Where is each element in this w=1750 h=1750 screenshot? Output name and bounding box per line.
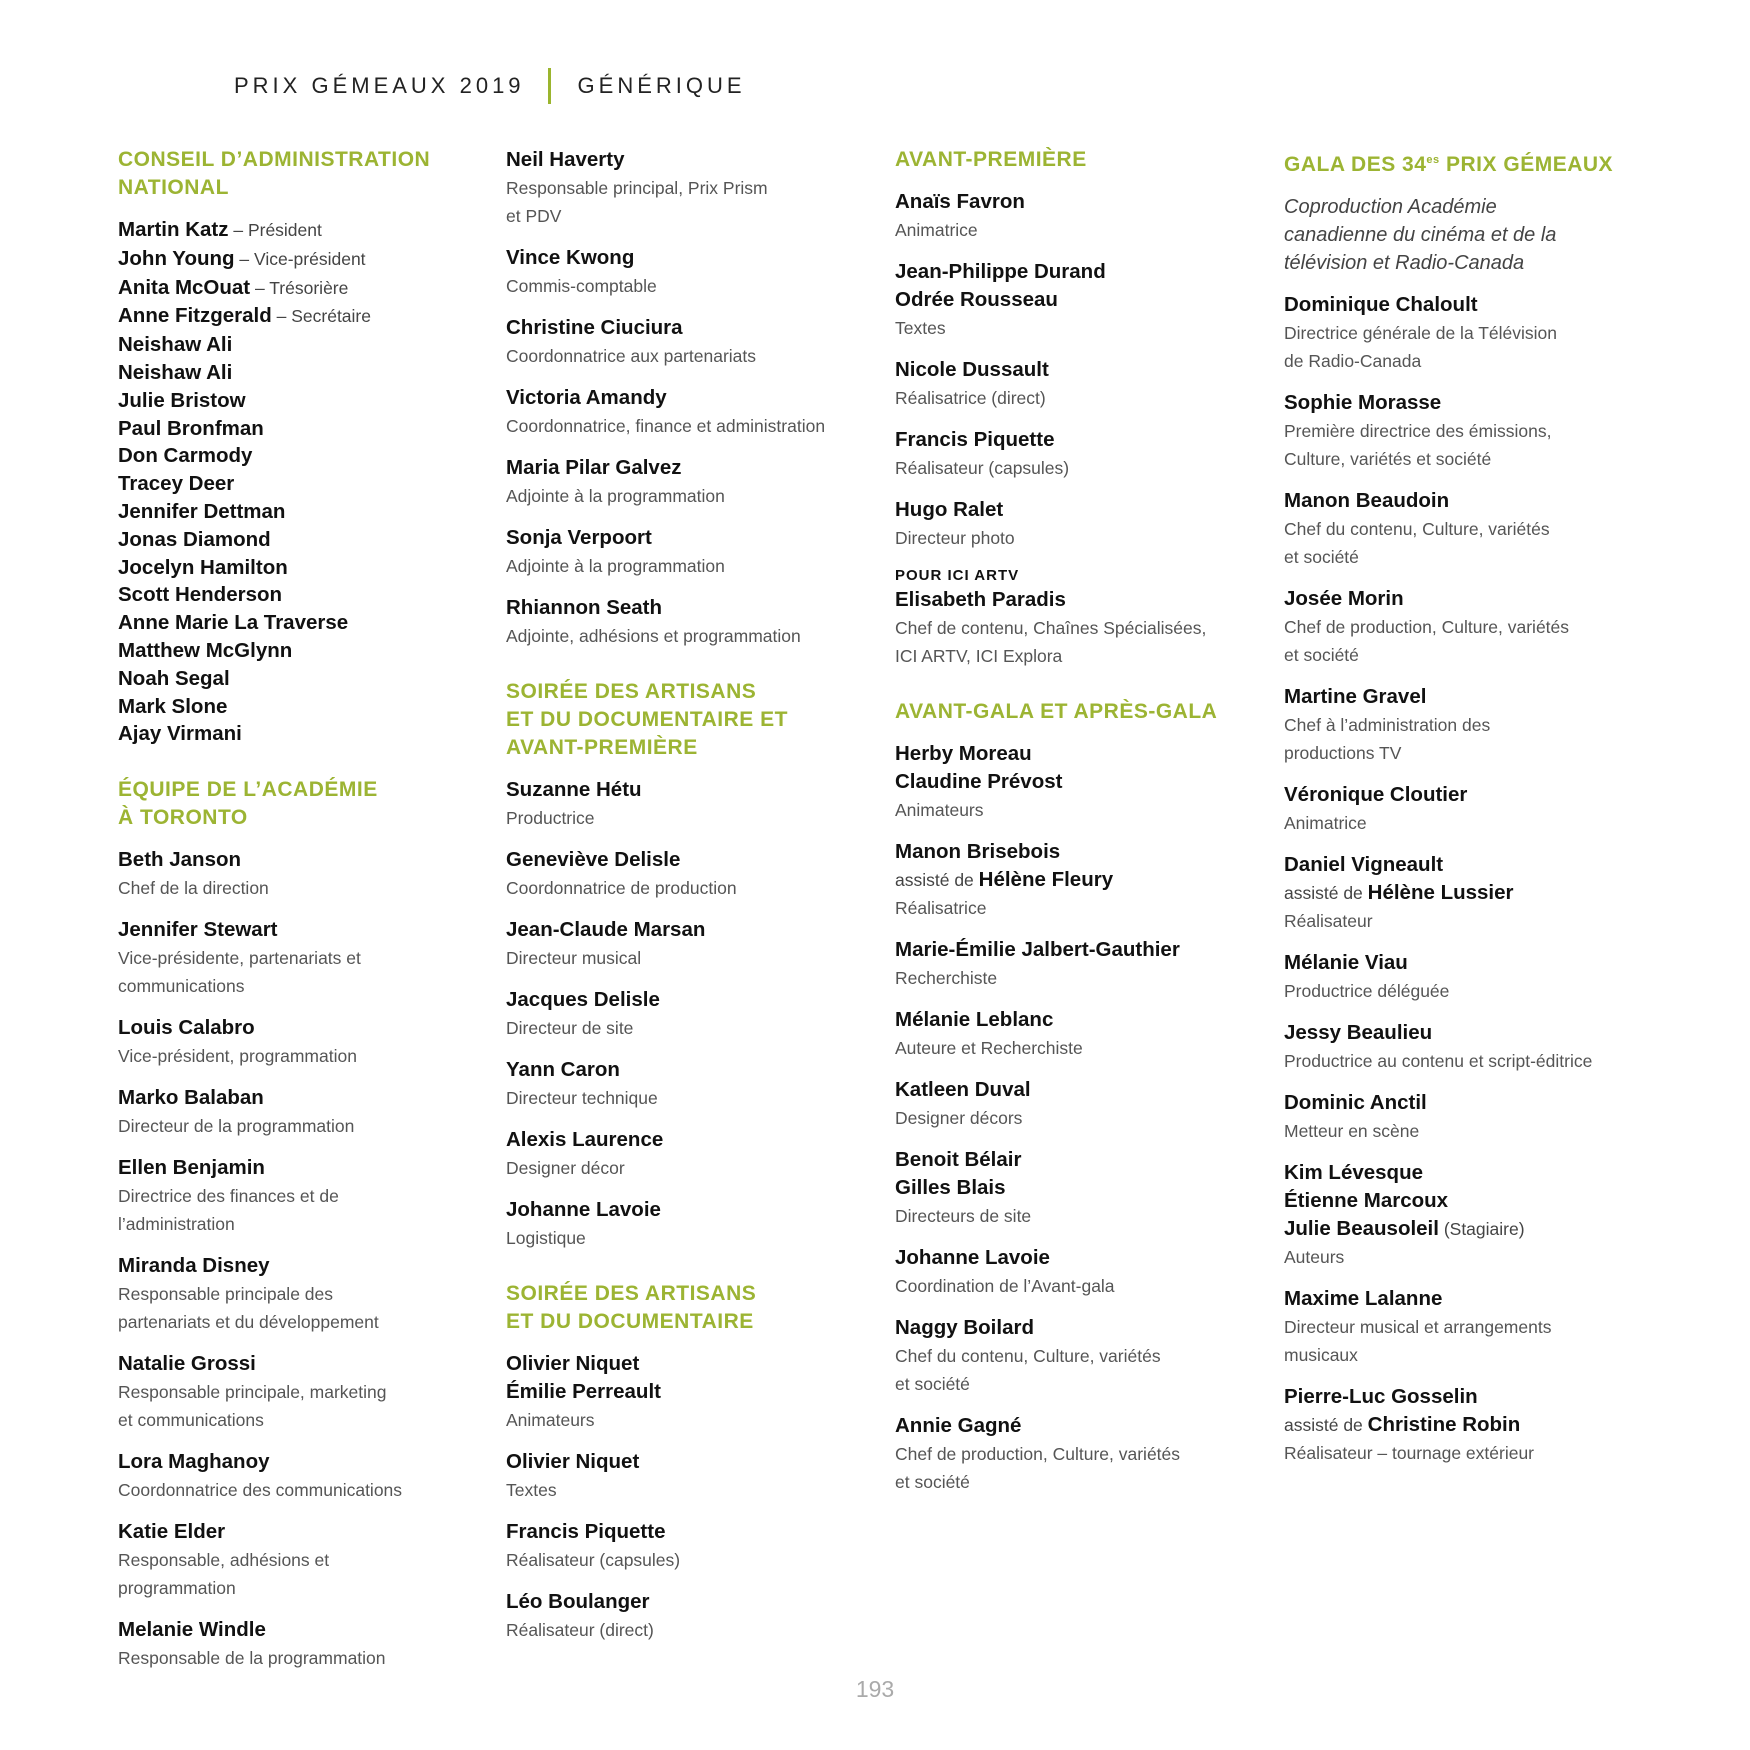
- credit-assist: assisté de Hélène Lussier: [1284, 881, 1514, 904]
- column-2: [506, 146, 876, 1658]
- credit-name: Johanne Lavoie: [895, 1246, 1050, 1269]
- credit-role: Responsable principale des: [118, 1284, 333, 1305]
- credit-role: Animateurs: [895, 800, 984, 820]
- credit-name: Manon Brisebois: [895, 840, 1061, 863]
- credit-entry: [895, 936, 1265, 992]
- credit-entry: [506, 776, 876, 832]
- credit-entry: [1284, 683, 1654, 767]
- credit-name: Tracey Deer: [118, 472, 235, 496]
- credit-entry: [1284, 291, 1654, 375]
- credit-name: Maria Pilar Galvez: [506, 456, 682, 479]
- credit-name: Don Carmody: [118, 444, 253, 468]
- credit-assist: assisté de Christine Robin: [1284, 1413, 1521, 1436]
- section-title-gala: GALA DES $34^{es}$ PRIX GÉMEAUX: [1284, 153, 1614, 176]
- credit-role: Coordonnatrice des communications: [118, 1480, 403, 1501]
- credit-role: Adjointe à la programmation: [506, 486, 725, 506]
- credit-name: Daniel Vigneault: [1284, 853, 1444, 876]
- credit-role: Réalisateur – tournage extérieur: [1284, 1443, 1535, 1463]
- credit-name: Katie Elder: [118, 1520, 226, 1544]
- credit-entry: [118, 1616, 488, 1672]
- credit-role: Recherchiste: [895, 968, 998, 988]
- credit-entry: [118, 1518, 488, 1602]
- credit-role: Vice-présidente, partenariats et: [118, 948, 361, 969]
- credit-role: Auteure et Recherchiste: [895, 1038, 1083, 1058]
- credit-entry: [1284, 1159, 1654, 1271]
- credit-name: Anne Fitzgerald – Secrétaire: [118, 304, 371, 328]
- credit-entry: [506, 1518, 876, 1574]
- credit-entry: [1284, 1019, 1654, 1075]
- credit-name: Anne Marie La Traverse: [118, 611, 349, 635]
- credit-name: Sophie Morasse: [1284, 391, 1442, 414]
- credit-entry: [895, 1006, 1265, 1062]
- credit-entry: [895, 1244, 1265, 1300]
- credit-role: Productrice déléguée: [1284, 981, 1450, 1001]
- credit-name: Matthew McGlynn: [118, 638, 293, 662]
- credit-name: Ellen Benjamin: [118, 1156, 265, 1180]
- credit-name: Francis Piquette: [506, 1520, 666, 1543]
- credit-entry: [118, 1084, 488, 1140]
- credit-name: Léo Boulanger: [506, 1590, 650, 1613]
- credit-entry: [1284, 1285, 1654, 1369]
- page-number: 193: [855, 1676, 895, 1702]
- credit-entry: [118, 1252, 488, 1336]
- credit-role: l’administration: [118, 1214, 235, 1235]
- credit-name: Christine Ciuciura: [506, 316, 683, 339]
- credit-entry: [1284, 949, 1654, 1005]
- credit-name: Pierre-Luc Gosselin: [1284, 1385, 1478, 1408]
- credit-name: Geneviève Delisle: [506, 848, 681, 871]
- credit-role: et société: [895, 1374, 970, 1394]
- credit-entry: [506, 594, 876, 650]
- credit-name: Victoria Amandy: [506, 386, 667, 409]
- credit-role: Auteurs: [1284, 1247, 1345, 1267]
- credit-role: Réalisatrice (direct): [895, 388, 1046, 408]
- credit-entry: [895, 566, 1265, 670]
- credit-name: Kim Lévesque: [1284, 1161, 1423, 1184]
- credit-entry: [895, 1146, 1265, 1230]
- section-title-soiree-avant-premiere: SOIRÉE DES ARTISANS ET DU DOCUMENTAIRE ET AVANT-PREMIÈRE: [506, 680, 788, 759]
- credit-name: Vince Kwong: [506, 246, 635, 269]
- section-title-soiree-documentaire: SOIRÉE DES ARTISANS ET DU DOCUMENTAIRE: [506, 1282, 757, 1333]
- credit-role: Directeur de site: [506, 1018, 634, 1038]
- credit-name: Claudine Prévost: [895, 770, 1063, 793]
- credit-name: Katleen Duval: [895, 1078, 1031, 1101]
- page-header: [234, 66, 746, 106]
- column-3: [895, 146, 1265, 1510]
- credit-role: Productrice: [506, 808, 595, 828]
- credit-name: Anaïs Favron: [895, 190, 1025, 213]
- credit-name: Mélanie Leblanc: [895, 1008, 1054, 1031]
- credit-name: Mélanie Viau: [1284, 951, 1408, 974]
- credit-entry: [118, 1448, 488, 1504]
- credit-name: Ajay Virmani: [118, 722, 242, 746]
- credit-name: Naggy Boilard: [895, 1316, 1034, 1339]
- credit-name: Olivier Niquet: [506, 1450, 640, 1473]
- credit-entry: [506, 1588, 876, 1644]
- credit-name: Dominique Chaloult: [1284, 293, 1478, 316]
- credit-role: Commis-comptable: [506, 276, 657, 296]
- credit-role: Chef de production, Culture, variétés: [1284, 617, 1570, 637]
- credit-name: Mark Slone: [118, 694, 228, 718]
- credit-name: Johanne Lavoie: [506, 1198, 661, 1221]
- credit-entry: [118, 846, 488, 902]
- section-title-equipe: ÉQUIPE DE L’ACADÉMIE À TORONTO: [118, 778, 378, 830]
- credit-name: Véronique Cloutier: [1284, 783, 1468, 806]
- credit-name: John Young – Vice-président: [118, 246, 366, 270]
- credit-name: Benoit Bélair: [895, 1148, 1022, 1171]
- credit-name: Noah Segal: [118, 666, 230, 690]
- credit-role: Adjointe, adhésions et programmation: [506, 626, 801, 646]
- credit-name: Lora Maghanoy: [118, 1450, 270, 1474]
- section-title-avant-gala: AVANT-GALA ET APRÈS-GALA: [895, 700, 1218, 723]
- credit-entry: [506, 1126, 876, 1182]
- credit-entry: [1284, 1089, 1654, 1145]
- credit-role: Réalisateur (capsules): [895, 458, 1070, 478]
- credit-entry: [118, 1014, 488, 1070]
- credit-entry: [1284, 487, 1654, 571]
- credit-name: Elisabeth Paradis: [895, 588, 1066, 611]
- credit-entry: [506, 384, 876, 440]
- credit-entry: [1284, 585, 1654, 669]
- credit-name: Dominic Anctil: [1284, 1091, 1427, 1114]
- credit-name: Herby Moreau: [895, 742, 1032, 765]
- credit-role: Chef à l’administration des: [1284, 715, 1491, 735]
- credit-name: Alexis Laurence: [506, 1128, 664, 1151]
- credit-entry: [506, 454, 876, 510]
- credit-name: Jessy Beaulieu: [1284, 1021, 1433, 1044]
- credit-role: Directrice des finances et de: [118, 1186, 339, 1207]
- credit-role: Metteur en scène: [1284, 1121, 1420, 1141]
- credit-role: Coordonnatrice, finance et administration: [506, 416, 826, 436]
- credit-role: Vice-président, programmation: [118, 1046, 357, 1067]
- credit-role: productions TV: [1284, 743, 1402, 763]
- credit-role: et société: [895, 1472, 970, 1492]
- credit-role: Logistique: [506, 1228, 586, 1248]
- credit-role: de Radio-Canada: [1284, 351, 1422, 371]
- credit-name: Josée Morin: [1284, 587, 1404, 610]
- credit-name: Odrée Rousseau: [895, 288, 1058, 311]
- credit-entry: [895, 1314, 1265, 1398]
- credit-role: Animateurs: [506, 1410, 595, 1430]
- credit-role: Directeur photo: [895, 528, 1015, 548]
- credit-name: Yann Caron: [506, 1058, 620, 1081]
- credit-role: Réalisateur (capsules): [506, 1550, 681, 1570]
- credit-entry: [506, 846, 876, 902]
- column-1: [118, 146, 488, 1686]
- credit-role: Responsable de la programmation: [118, 1648, 386, 1669]
- credit-role: Directeur de la programmation: [118, 1116, 355, 1137]
- credit-role: Directeur technique: [506, 1088, 658, 1108]
- credit-entry: [895, 838, 1265, 922]
- credit-role: Adjointe à la programmation: [506, 556, 725, 576]
- credit-name: Paul Bronfman: [118, 416, 264, 440]
- credit-entry: [506, 916, 876, 972]
- credit-name: Jean-Philippe Durand: [895, 260, 1106, 283]
- gala-intro: Coproduction Académie canadienne du cinéma et de la télévision et Radio-Canada: [1284, 196, 1557, 274]
- credit-role: programmation: [118, 1578, 236, 1599]
- credit-name: Étienne Marcoux: [1284, 1189, 1449, 1212]
- credit-role: Directrice générale de la Télévision: [1284, 323, 1558, 343]
- header-section: GÉNÉRIQUE: [577, 73, 746, 98]
- credit-role: Responsable, adhésions et: [118, 1550, 330, 1571]
- credit-name: Beth Janson: [118, 848, 242, 872]
- conseil-list: [118, 216, 488, 748]
- credit-role: Responsable principale, marketing: [118, 1382, 387, 1403]
- credit-name: Julie Bristow: [118, 388, 246, 412]
- credit-role: Responsable principal, Prix Prism: [506, 178, 768, 198]
- credit-role: Première directrice des émissions,: [1284, 421, 1552, 441]
- credit-entry: [506, 1448, 876, 1504]
- credit-name: Jean-Claude Marsan: [506, 918, 706, 941]
- credit-role: Coordonnatrice de production: [506, 878, 737, 898]
- section-title-avant-premiere: AVANT-PREMIÈRE: [895, 148, 1087, 171]
- credit-name: Louis Calabro: [118, 1016, 255, 1040]
- credit-name: Jennifer Stewart: [118, 918, 278, 942]
- credit-name: Maxime Lalanne: [1284, 1287, 1443, 1310]
- credit-name: Anita McOuat – Trésorière: [118, 275, 349, 299]
- credit-name: Martine Gravel: [1284, 685, 1427, 708]
- header-title: PRIX GÉMEAUX 2019: [234, 73, 525, 98]
- credit-entry: [895, 426, 1265, 482]
- credit-role: Coordonnatrice aux partenariats: [506, 346, 757, 366]
- credit-entry: [895, 740, 1265, 824]
- credit-entry: [506, 524, 876, 580]
- credit-name: Scott Henderson: [118, 583, 283, 607]
- credit-name: Martin Katz – Président: [118, 218, 322, 241]
- credit-name: Neishaw Ali: [118, 360, 233, 384]
- credit-name: Jonas Diamond: [118, 527, 271, 551]
- credit-role: et société: [1284, 645, 1359, 665]
- credit-role: et PDV: [506, 206, 562, 226]
- credit-role: Chef de la direction: [118, 878, 269, 899]
- credit-name: Natalie Grossi: [118, 1352, 256, 1376]
- credit-role: musicaux: [1284, 1345, 1358, 1365]
- credit-assist: assisté de Hélène Fleury: [895, 868, 1114, 891]
- credit-role: communications: [118, 976, 245, 997]
- credit-name: Gilles Blais: [895, 1176, 1006, 1199]
- credit-role: Réalisatrice: [895, 898, 987, 918]
- credit-entry: [1284, 1383, 1654, 1467]
- credit-name: Hugo Ralet: [895, 498, 1004, 521]
- credit-name: Sonja Verpoort: [506, 526, 652, 549]
- section-title-conseil: CONSEIL D’ADMINISTRATION NATIONAL: [118, 148, 431, 199]
- credit-name: Marko Balaban: [118, 1086, 264, 1110]
- credit-name: Jacques Delisle: [506, 988, 660, 1011]
- credit-role: et société: [1284, 547, 1359, 567]
- credit-entry: [895, 1412, 1265, 1496]
- credit-role: ICI ARTV, ICI Explora: [895, 646, 1063, 666]
- credit-role: partenariats et du développement: [118, 1312, 379, 1333]
- credit-role: Productrice au contenu et script-éditrice: [1284, 1051, 1593, 1071]
- credit-role: Animatrice: [895, 220, 978, 240]
- credit-name: Olivier Niquet: [506, 1352, 640, 1375]
- credit-role: Directeur musical et arrangements: [1284, 1317, 1552, 1337]
- credit-entry: [1284, 781, 1654, 837]
- credit-entry: [506, 146, 876, 230]
- credit-role: Directeur musical: [506, 948, 642, 968]
- credit-entry: [506, 1350, 876, 1434]
- credit-name: Nicole Dussault: [895, 358, 1049, 381]
- header-separator: [548, 68, 551, 104]
- credit-name: Neil Haverty: [506, 148, 625, 171]
- column-4: [1284, 146, 1654, 1481]
- credit-name: Suzanne Hétu: [506, 778, 642, 801]
- credit-entry: [1284, 389, 1654, 473]
- credit-role: Animatrice: [1284, 813, 1367, 833]
- credit-role: Textes: [506, 1480, 557, 1500]
- credit-name: Annie Gagné: [895, 1414, 1022, 1437]
- credit-entry: [118, 1350, 488, 1434]
- credit-name: Marie-Émilie Jalbert-Gauthier: [895, 938, 1180, 961]
- credit-name: Neishaw Ali: [118, 333, 233, 357]
- credit-role: Réalisateur: [1284, 911, 1373, 931]
- credit-name: Manon Beaudoin: [1284, 489, 1450, 512]
- credit-name: Francis Piquette: [895, 428, 1055, 451]
- credit-entry: [506, 1196, 876, 1252]
- credit-role: et communications: [118, 1410, 264, 1431]
- credit-name: Jocelyn Hamilton: [118, 555, 288, 579]
- credit-role: Chef du contenu, Culture, variétés: [895, 1346, 1161, 1366]
- credit-role: Designer décors: [895, 1108, 1023, 1128]
- credit-entry: [506, 244, 876, 300]
- credit-entry: [506, 986, 876, 1042]
- credit-role: Directeurs de site: [895, 1206, 1032, 1226]
- credit-name: Julie Beausoleil (Stagiaire): [1284, 1217, 1525, 1240]
- credit-role: Culture, variétés et société: [1284, 449, 1492, 469]
- credit-name: Rhiannon Seath: [506, 596, 663, 619]
- credit-role: Réalisateur (direct): [506, 1620, 654, 1640]
- credit-entry: [506, 1056, 876, 1112]
- credit-name: Jennifer Dettman: [118, 499, 286, 523]
- credit-entry: [118, 1154, 488, 1238]
- credit-name: Melanie Windle: [118, 1618, 266, 1642]
- credit-entry: [895, 258, 1265, 342]
- credit-entry: [118, 916, 488, 1000]
- credit-role: Chef de production, Culture, variétés: [895, 1444, 1181, 1464]
- credit-role: Designer décor: [506, 1158, 625, 1178]
- credit-entry: [506, 314, 876, 370]
- credit-entry: [1284, 851, 1654, 935]
- credit-entry: [895, 1076, 1265, 1132]
- credit-entry: [895, 356, 1265, 412]
- credit-entry: [895, 188, 1265, 244]
- credit-role: Coordination de l’Avant-gala: [895, 1276, 1115, 1296]
- credit-name: Émilie Perreault: [506, 1380, 661, 1403]
- credit-entry: [895, 496, 1265, 552]
- credit-role: Textes: [895, 318, 946, 338]
- credit-name: Miranda Disney: [118, 1254, 270, 1278]
- credit-role: Chef du contenu, Culture, variétés: [1284, 519, 1550, 539]
- credit-role: Chef de contenu, Chaînes Spécialisées,: [895, 618, 1207, 638]
- sub-heading: POUR ICI ARTV: [895, 567, 1020, 584]
